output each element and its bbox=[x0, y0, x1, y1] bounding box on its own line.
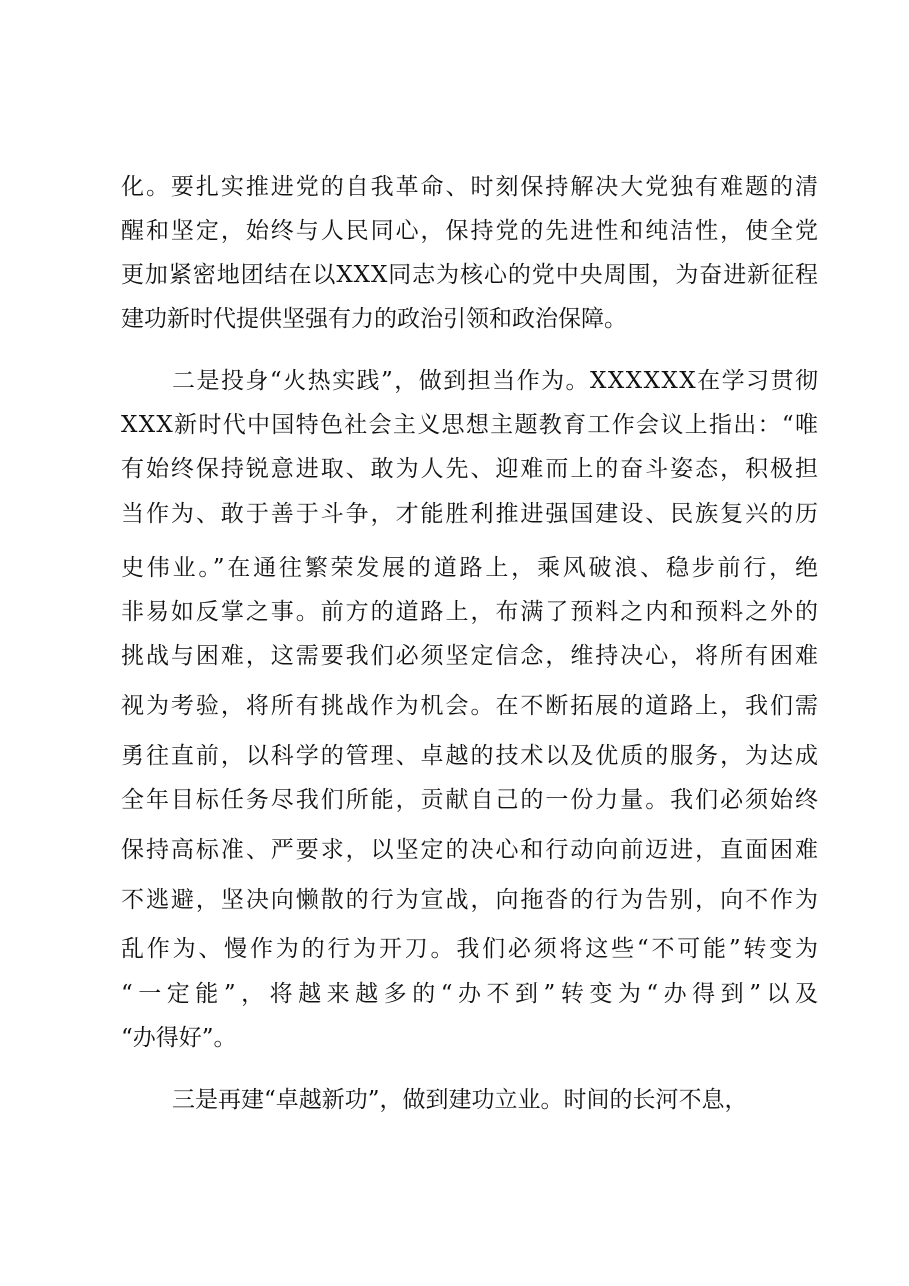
line-text: 化。要扎实推进党的自我革命、时刻保持解决大党独有难题的清 bbox=[121, 174, 820, 200]
text-line bbox=[0, 686, 909, 726]
text-line bbox=[0, 299, 909, 339]
text-line bbox=[0, 494, 909, 534]
text-line bbox=[0, 636, 909, 676]
line-text: “办得好”。 bbox=[121, 1025, 237, 1051]
text-line bbox=[0, 880, 909, 920]
text-line bbox=[0, 405, 909, 445]
line-text: “一定能”，将越来越多的“办不到”转变为“办得到”以及 bbox=[121, 981, 824, 1007]
text-line bbox=[0, 548, 909, 588]
line-text: 勇往直前，以科学的管理、卓越的技术以及优质的服务，为达成 bbox=[121, 743, 820, 769]
line-text: 有始终保持锐意进取、敢为人先、迎难而上的奋斗姿态，积极担 bbox=[121, 456, 820, 482]
text-line bbox=[0, 1018, 909, 1058]
text-line bbox=[0, 974, 909, 1014]
line-text: 醒和坚定，始终与人民同心，保持党的先进性和纯洁性，使全党 bbox=[121, 218, 820, 244]
line-text: 全年目标任务尽我们所能，贡献自己的一份力量。我们必须始终 bbox=[121, 787, 820, 813]
text-line bbox=[0, 780, 909, 820]
line-text: 不逃避，坚决向懒散的行为宣战，向拖沓的行为告别，向不作为 bbox=[121, 887, 820, 913]
text-line bbox=[0, 736, 909, 776]
text-line bbox=[0, 167, 909, 207]
line-text: 二是投身“火热实践”，做到担当作为。XXXXXX在学习贯彻 bbox=[172, 368, 820, 394]
line-text: 挑战与困难，这需要我们必须坚定信念，维持决心，将所有困难 bbox=[121, 643, 820, 669]
text-line bbox=[0, 929, 909, 969]
line-text: 史伟业。”在通往繁荣发展的道路上，乘风破浪、稳步前行，绝 bbox=[121, 555, 821, 581]
line-text: 三是再建“卓越新功”，做到建功立业。时间的长河不息， bbox=[172, 1087, 748, 1113]
line-text: 更加紧密地团结在以XXX同志为核心的党中央周围，为奋进新征程 bbox=[121, 262, 819, 288]
text-line bbox=[0, 255, 909, 295]
text-line bbox=[0, 211, 909, 251]
line-text: 乱作为、慢作为的行为开刀。我们必须将这些“不可能”转变为 bbox=[121, 936, 821, 962]
line-text: 视为考验，将所有挑战作为机会。在不断拓展的道路上，我们需 bbox=[121, 693, 820, 719]
line-text: 非易如反掌之事。前方的道路上，布满了预料之内和预料之外的 bbox=[121, 599, 820, 625]
line-text: 建功新时代提供坚强有力的政治引领和政治保障。 bbox=[121, 306, 627, 332]
line-text: XXX新时代中国特色社会主义思想主题教育工作会议上指出：“唯 bbox=[121, 412, 820, 438]
text-line bbox=[0, 1080, 909, 1120]
text-line bbox=[0, 592, 909, 632]
text-line bbox=[0, 449, 909, 489]
text-line bbox=[0, 361, 909, 401]
line-text: 保持高标准、严要求，以坚定的决心和行动向前迈进，直面困难 bbox=[121, 837, 820, 863]
line-text: 当作为、敢于善于斗争，才能胜利推进强国建设、民族复兴的历 bbox=[121, 501, 820, 527]
text-line bbox=[0, 830, 909, 870]
